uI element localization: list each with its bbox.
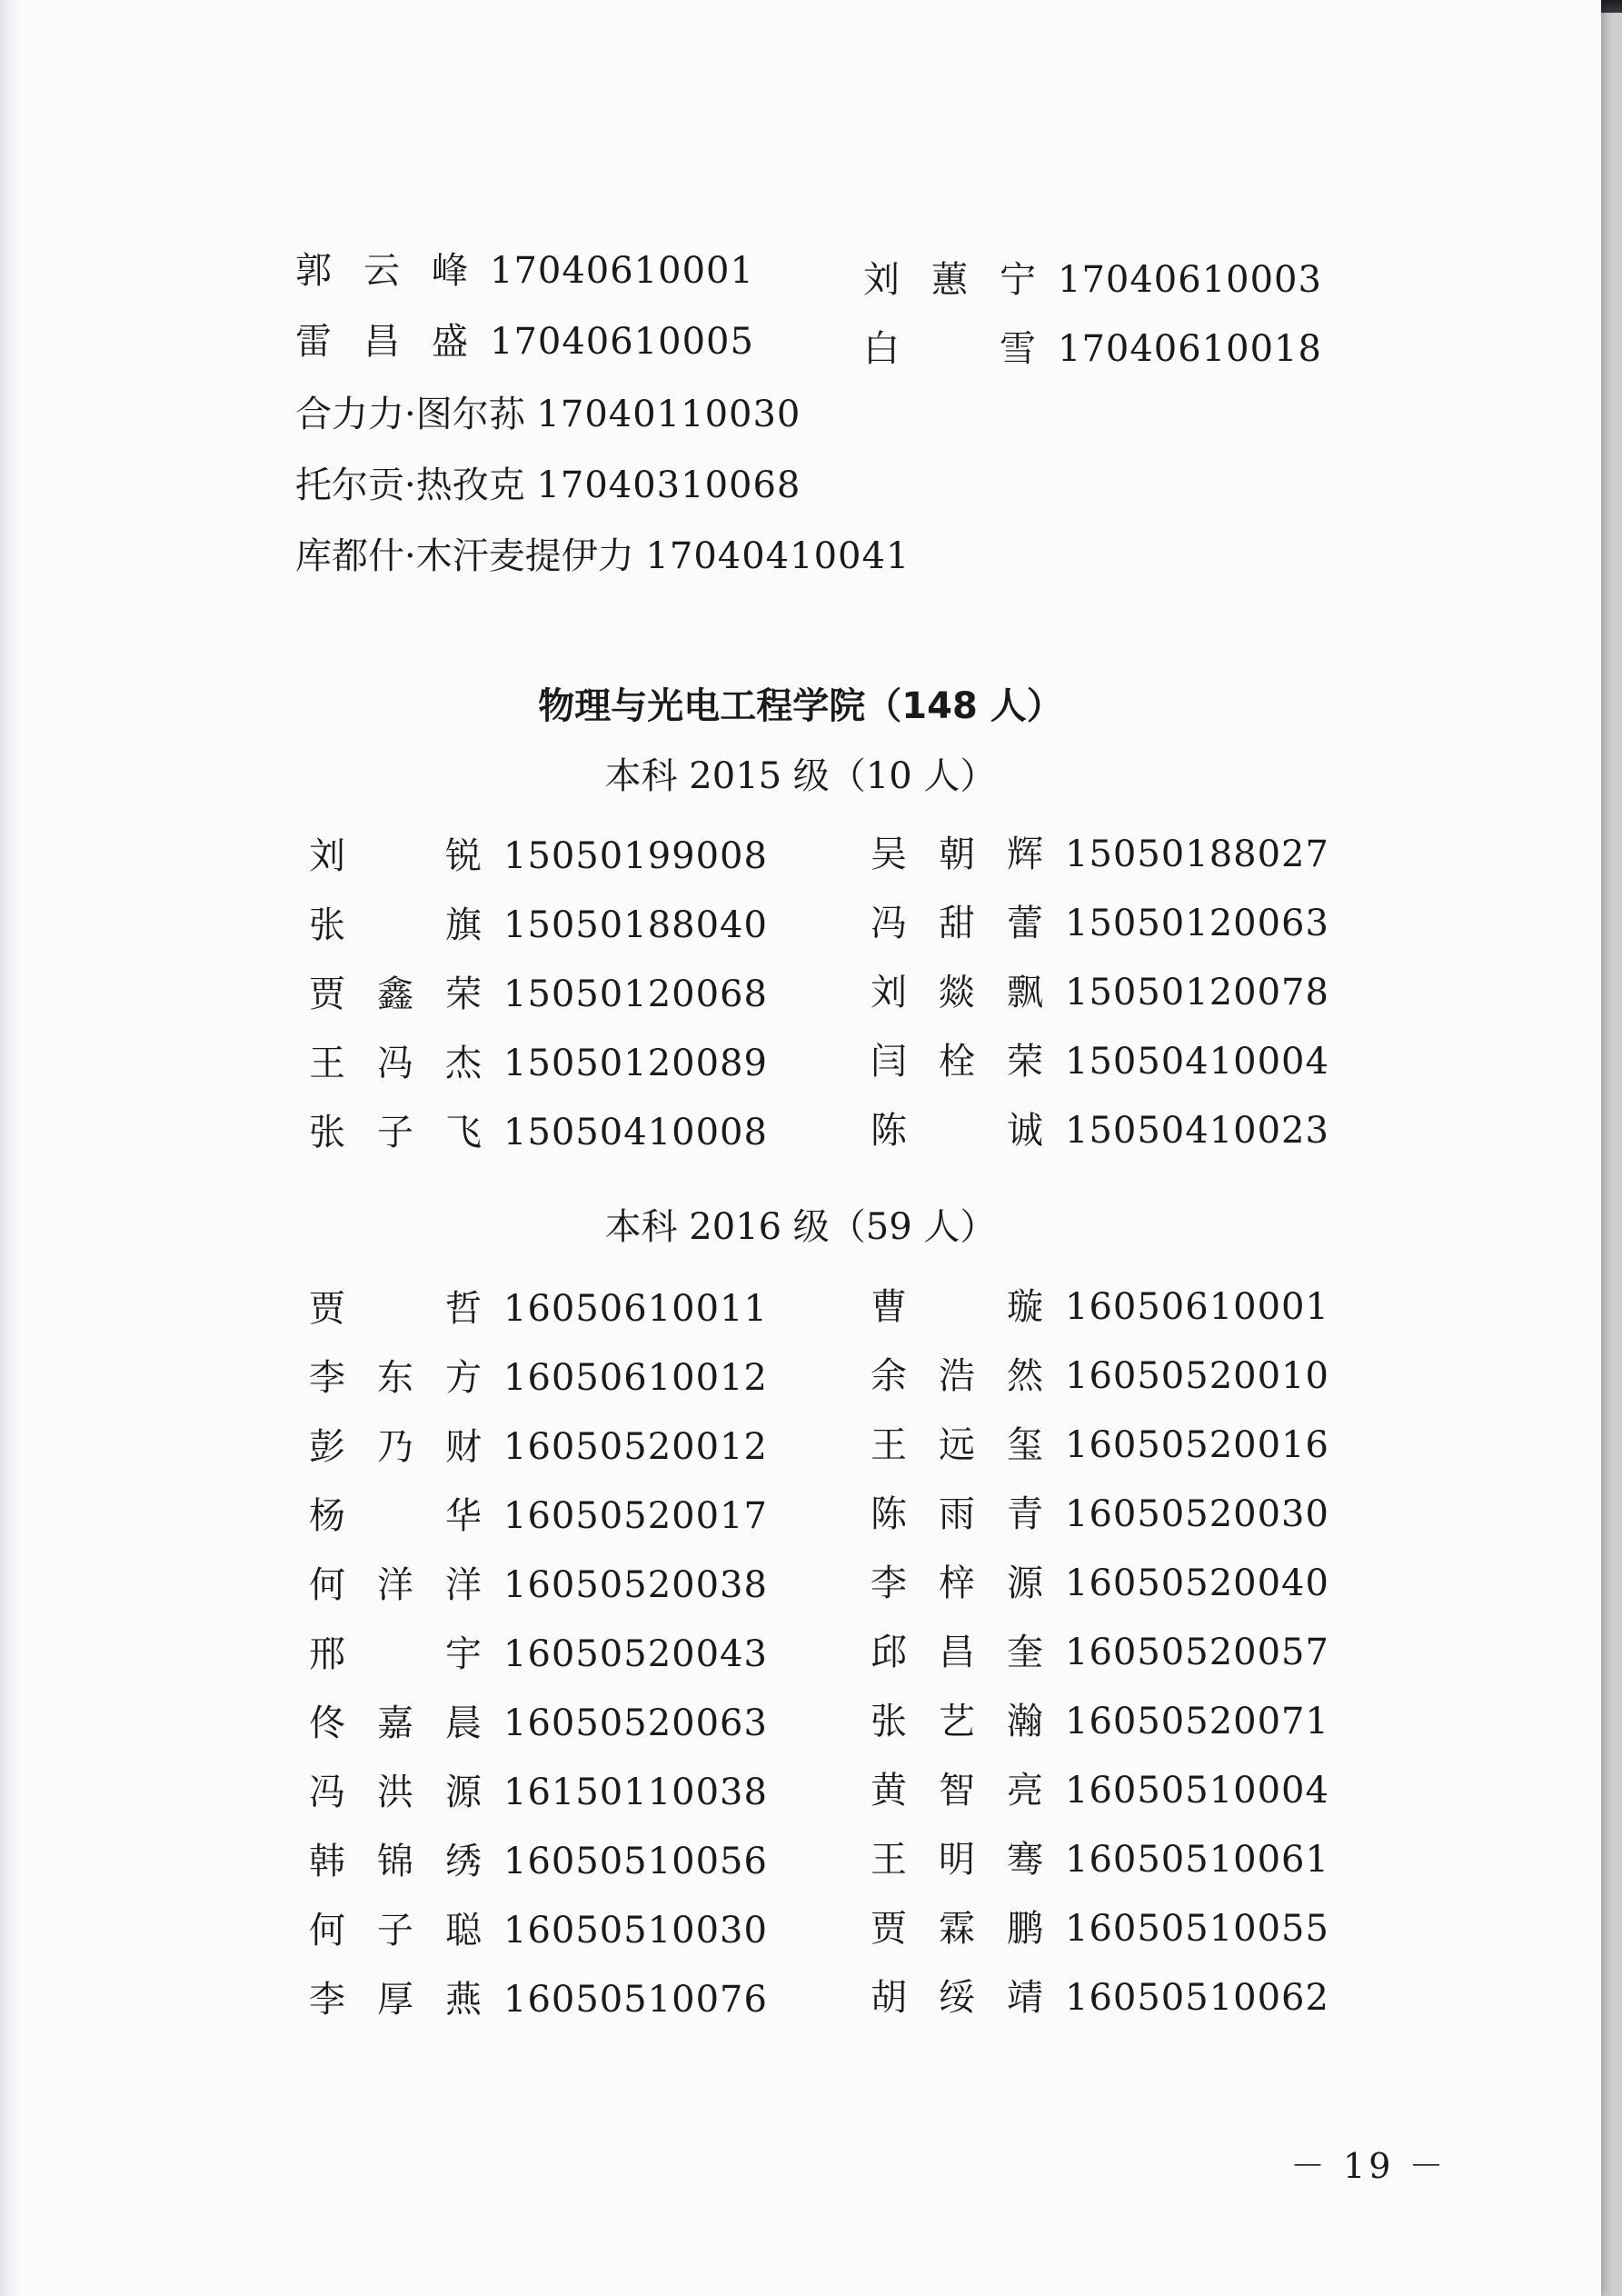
list-item	[295, 464, 801, 506]
student-id: 16050520040	[1065, 1562, 1329, 1604]
student-id: 17040610003	[1058, 259, 1322, 301]
student-name: 佟嘉晨	[309, 1702, 482, 1744]
list-item	[309, 973, 768, 1015]
list-item	[871, 1908, 1329, 1950]
student-id: 15050410008	[503, 1112, 768, 1153]
student-name: 张艺瀚	[871, 1701, 1043, 1742]
list-item	[871, 1770, 1329, 1812]
student-id: 16050520063	[503, 1702, 768, 1744]
student-name: 贾霖鹏	[871, 1908, 1043, 1950]
student-name: 黄智亮	[871, 1770, 1043, 1812]
list-item	[863, 259, 1322, 301]
student-name: 白 雪	[863, 328, 1036, 370]
student-name: 冯洪源	[309, 1772, 482, 1813]
student-name: 郭云峰	[295, 250, 468, 292]
student-name: 吴朝辉	[871, 834, 1043, 875]
student-id: 17040410041	[645, 535, 911, 577]
student-name: 李东方	[309, 1357, 482, 1399]
student-id: 16050510062	[1065, 1977, 1329, 2019]
student-name: 余浩然	[871, 1355, 1043, 1397]
student-id: 16150110038	[503, 1772, 768, 1813]
list-item	[295, 250, 754, 292]
student-id: 17040610005	[490, 321, 754, 363]
list-item	[863, 328, 1322, 370]
list-item	[309, 1910, 768, 1952]
list-item	[309, 1288, 768, 1330]
student-id: 16050610011	[503, 1288, 768, 1330]
student-id: 15050410023	[1065, 1110, 1329, 1152]
list-item	[871, 1286, 1329, 1328]
student-name: 邱昌奎	[871, 1632, 1043, 1673]
student-id: 15050188027	[1065, 834, 1329, 875]
student-name: 何洋洋	[309, 1564, 482, 1606]
student-name: 库都什·木汗麦提伊力	[295, 535, 634, 577]
grade-heading: 本科 2015 级（10 人）	[604, 755, 997, 797]
student-name: 王远玺	[871, 1424, 1043, 1466]
student-name: 张子飞	[309, 1112, 482, 1153]
student-name: 陈 诚	[871, 1110, 1043, 1152]
list-item	[871, 1493, 1329, 1535]
student-name: 合力力·图尔荪	[295, 394, 525, 435]
college-heading: 物理与光电工程学院（148 人）	[538, 685, 1063, 727]
student-name: 李厚燕	[309, 1979, 482, 2021]
student-id: 15050410004	[1065, 1041, 1329, 1083]
student-id: 16050610012	[503, 1357, 768, 1399]
grade-heading: 本科 2016 级（59 人）	[604, 1206, 997, 1248]
list-item	[309, 1843, 768, 1880]
student-name: 刘燚飘	[871, 972, 1043, 1013]
student-name: 雷昌盛	[295, 321, 468, 363]
list-item	[871, 1041, 1329, 1083]
list-item	[309, 1045, 768, 1082]
student-id: 15050120068	[503, 973, 768, 1015]
student-name: 贾 哲	[309, 1288, 482, 1330]
student-name: 陈雨青	[871, 1493, 1043, 1535]
student-name: 韩锦绣	[309, 1841, 482, 1882]
student-id: 17040610018	[1058, 328, 1322, 370]
list-item	[871, 1839, 1329, 1881]
list-item	[295, 321, 754, 363]
list-item	[871, 1977, 1329, 2019]
list-item	[309, 904, 768, 946]
student-id: 15050120089	[503, 1043, 768, 1084]
student-name: 王冯杰	[309, 1043, 482, 1084]
list-item	[309, 835, 768, 877]
student-id: 16050520016	[1065, 1424, 1329, 1466]
student-id: 16050520012	[503, 1426, 768, 1468]
list-item	[871, 836, 1329, 873]
student-id: 16050610001	[1065, 1286, 1329, 1328]
student-id: 16050520043	[503, 1633, 768, 1675]
student-name: 胡绥靖	[871, 1977, 1043, 2019]
student-id: 16050510056	[503, 1841, 768, 1882]
student-id: 15050120063	[1065, 903, 1329, 944]
student-id: 15050188040	[503, 904, 768, 946]
list-item	[309, 1426, 768, 1468]
list-item	[309, 1774, 768, 1811]
student-name: 托尔贡·热孜克	[295, 464, 525, 506]
student-name: 张 旗	[309, 904, 482, 946]
student-id: 16050510055	[1065, 1908, 1329, 1950]
student-name: 彭乃财	[309, 1426, 482, 1468]
student-name: 刘蕙宁	[863, 259, 1036, 301]
student-id: 16050510061	[1065, 1839, 1329, 1881]
list-item	[871, 1110, 1329, 1152]
student-id: 17040310068	[536, 464, 801, 506]
student-name: 闫栓荣	[871, 1041, 1043, 1083]
list-item	[871, 1562, 1329, 1604]
list-item	[871, 905, 1329, 942]
student-name: 邢 宇	[309, 1633, 482, 1675]
list-item	[309, 1979, 768, 2021]
student-name: 刘 锐	[309, 835, 482, 877]
list-item	[309, 1114, 768, 1151]
student-id: 16050510004	[1065, 1770, 1329, 1812]
list-item	[309, 1495, 768, 1537]
student-id: 16050520071	[1065, 1701, 1329, 1742]
student-id: 16050520010	[1065, 1355, 1329, 1397]
list-item	[309, 1357, 768, 1399]
student-id: 16050520030	[1065, 1493, 1329, 1535]
student-name: 贾鑫荣	[309, 973, 482, 1015]
student-id: 17040110030	[536, 394, 801, 435]
student-name: 何子聪	[309, 1910, 482, 1952]
list-item	[295, 535, 911, 577]
student-name: 王明骞	[871, 1839, 1043, 1881]
student-id: 16050520017	[503, 1495, 768, 1537]
list-item	[309, 1633, 768, 1675]
student-id: 17040610001	[490, 250, 754, 292]
list-item	[871, 974, 1329, 1011]
student-name: 冯甜蕾	[871, 903, 1043, 944]
list-item	[295, 396, 801, 433]
list-item	[309, 1564, 768, 1606]
student-id: 15050120078	[1065, 972, 1329, 1013]
student-id: 16050520057	[1065, 1632, 1329, 1673]
list-item	[871, 1355, 1329, 1397]
list-item	[871, 1424, 1329, 1466]
student-id: 15050199008	[503, 835, 768, 877]
list-item	[309, 1702, 768, 1744]
student-name: 杨 华	[309, 1495, 482, 1537]
student-id: 16050510076	[503, 1979, 768, 2021]
page-number: － 19 －	[1290, 2146, 1448, 2186]
list-item	[871, 1703, 1329, 1740]
student-id: 16050520038	[503, 1564, 768, 1606]
student-id: 16050510030	[503, 1910, 768, 1952]
student-name: 李梓源	[871, 1562, 1043, 1604]
list-item	[871, 1634, 1329, 1671]
student-name: 曹 璇	[871, 1286, 1043, 1328]
